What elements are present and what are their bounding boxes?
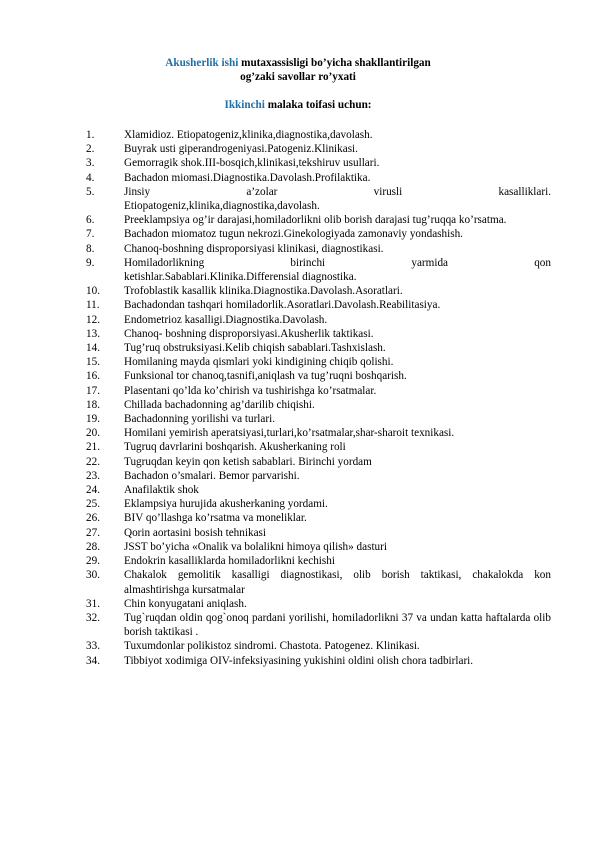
- question-item: [0, 554, 596, 568]
- question-number: 11.: [86, 299, 100, 312]
- question-number: 21.: [86, 441, 100, 454]
- question-text: Bachadon o’smalari. Bemor parvarishi.: [124, 469, 300, 482]
- question-number: 27.: [86, 526, 100, 539]
- question-number: 20.: [86, 427, 100, 440]
- question-number: 15.: [86, 356, 100, 369]
- question-text: Eklampsiya hurujida akusherkaning yordami.: [124, 498, 328, 511]
- question-text: BIV qo’llashga ko’rsatma va moneliklar.: [124, 512, 307, 525]
- question-text: Tibbiyot xodimiga OIV-infeksiyasining yukishini oldini olish chora tadbirlari.: [124, 654, 474, 667]
- question-number: 26.: [86, 512, 100, 525]
- question-number: 16.: [86, 370, 100, 383]
- question-number: 30.: [86, 569, 100, 582]
- question-item: [0, 369, 596, 383]
- question-number: 4.: [86, 171, 95, 184]
- question-item: [0, 455, 596, 469]
- question-text: Bachadonning yorilishi va turlari.: [124, 413, 275, 426]
- question-text: Homilaning mayda qismlari yoki kindigining chiqib qolishi.: [124, 356, 394, 369]
- question-text-line: ketishlar.Sabablari.Klinika.Differensial diagnostika.: [124, 271, 357, 284]
- question-number: 33.: [86, 640, 100, 653]
- question-number: 29.: [86, 555, 100, 568]
- question-text: Bachadon miomatoz tugun nekrozi.Ginekologiyada zamonaviy yondashish.: [124, 228, 463, 241]
- question-number: 9.: [86, 256, 95, 269]
- question-text: Tugruq davrlarini boshqarish. Akusherkaning roli: [124, 441, 346, 454]
- question-item: [0, 483, 596, 497]
- question-number: 3.: [86, 157, 95, 170]
- question-item: [0, 171, 596, 185]
- question-text: Tug`ruqdan oldin qog`onoq pardani yorilishi, homiladorlikni 37 va undan katta haftalarda olib borish taktikasi .: [124, 611, 551, 639]
- question-item: [0, 384, 596, 398]
- question-item: [0, 355, 596, 369]
- question-number: 32.: [86, 611, 100, 624]
- question-text: Tuxumdonlar polikistoz sindromi. Chastota. Patogenez. Klinikasi.: [124, 640, 420, 653]
- question-item: [0, 341, 596, 355]
- title-highlight: Akusherlik ishi: [165, 57, 239, 69]
- question-item: [0, 227, 596, 241]
- question-item: [0, 497, 596, 511]
- question-text: Xlamidioz. Etiopatogeniz,klinika,diagnostika,davolash.: [124, 129, 373, 141]
- question-item: [0, 440, 596, 454]
- question-text: Endokrin kasalliklarda homiladorlikni kechishi: [124, 555, 335, 568]
- question-number: 34.: [86, 654, 100, 667]
- document-title-line-1: [0, 56, 596, 70]
- question-item: [0, 213, 596, 227]
- question-text: Endometrioz kasalligi.Diagnostika.Davolash.: [124, 313, 328, 326]
- question-item: [0, 526, 596, 540]
- question-text: Chakalok gemolitik kasalligi diagnostikasi, olib borish taktikasi, chakalokda kon almashtirishga kursatmalar: [124, 569, 551, 596]
- question-item: [0, 426, 596, 440]
- question-text: Preeklampsiya og’ir darajasi,homiladorlikni olib borish darajasi tug’ruqqa ko’rsatma.: [124, 214, 507, 227]
- question-text: JSST bo’yicha «Onalik va bolalikni himoya qilish» dasturi: [124, 540, 387, 553]
- question-text: Qorin aortasini bosish tehnikasi: [124, 526, 267, 539]
- question-text: Tugruqdan keyin qon ketish sabablari. Birinchi yordam: [124, 455, 372, 468]
- question-number: 6.: [86, 214, 95, 227]
- question-number: 1.: [86, 129, 95, 141]
- question-item: [0, 156, 596, 170]
- question-text: Trofoblastik kasallik klinika.Diagnostika.Davolash.Asoratlari.: [124, 285, 403, 298]
- question-number: 5.: [86, 185, 95, 198]
- question-number: 17.: [86, 384, 100, 397]
- question-number: 8.: [86, 242, 95, 255]
- category-highlight: Ikkinchi: [224, 99, 265, 111]
- question-text: Tug’ruq obstruksiyasi.Kelib chiqish sabablari.Tashxislash.: [124, 342, 386, 355]
- questions-list: [0, 128, 596, 668]
- question-item: [0, 469, 596, 483]
- question-text: Funksional tor chanoq,tasnifi,aniqlash va tug’ruqni boshqarish.: [124, 370, 407, 383]
- question-item: [0, 142, 596, 156]
- title-rest: mutaxassisligi bo’yicha shakllantirilgan: [238, 57, 431, 69]
- question-number: 25.: [86, 498, 100, 511]
- question-item: [0, 639, 596, 653]
- question-number: 31.: [86, 597, 100, 610]
- question-item: [0, 654, 596, 668]
- question-item: [0, 540, 596, 554]
- question-item: [0, 298, 596, 312]
- question-item: [0, 242, 596, 256]
- question-item: [0, 185, 596, 213]
- question-item: [0, 327, 596, 341]
- question-text: [124, 185, 551, 213]
- question-number: 22.: [86, 455, 100, 468]
- question-item: [0, 412, 596, 426]
- question-text: Buyrak usti giperandrogeniyasi.Patogeniz.Klinikasi.: [124, 143, 358, 156]
- question-text: Bachadondan tashqari homiladorlik.Asoratlari.Davolash.Reabilitasiya.: [124, 299, 441, 312]
- question-text-line: Homiladorlikning birinchi yarmida qon: [124, 256, 551, 269]
- question-item: [0, 568, 596, 596]
- question-item: [0, 313, 596, 327]
- question-number: 24.: [86, 484, 100, 497]
- question-number: 13.: [86, 327, 100, 340]
- question-text: Homilani yemirish aperatsiyasi,turlari,ko’rsatmalar,shar-sharoit texnikasi.: [124, 427, 455, 440]
- question-number: 18.: [86, 398, 100, 411]
- question-item: [0, 128, 596, 142]
- question-number: 2.: [86, 143, 95, 156]
- question-item: [0, 398, 596, 412]
- question-number: 14.: [86, 342, 100, 355]
- question-text: Plasentani qo’lda ko’chirish va tushirishga ko’rsatmalar.: [124, 384, 377, 397]
- question-item: [0, 611, 596, 639]
- document-title-line-2: og’zaki savollar ro’yxati: [240, 71, 356, 83]
- question-text: Bachadon miomasi.Diagnostika.Davolash.Profilaktika.: [124, 171, 371, 184]
- question-number: 10.: [86, 285, 100, 298]
- question-text: Chin konyugatani aniqlash.: [124, 597, 247, 610]
- question-item: [0, 284, 596, 298]
- question-text: Chanoq-boshning disproporsiyasi klinikasi, diagnostikasi.: [124, 242, 384, 255]
- question-number: 23.: [86, 469, 100, 482]
- question-text: Gemorragik shok.III-bosqich,klinikasi,tekshiruv usullari.: [124, 157, 380, 170]
- question-number: 7.: [86, 228, 95, 241]
- qualification-category: [0, 98, 596, 112]
- category-rest: malaka toifasi uchun:: [264, 99, 372, 111]
- question-number: 12.: [86, 313, 100, 326]
- question-item: [0, 511, 596, 525]
- question-number: 28.: [86, 540, 100, 553]
- question-text: Chillada bachadonning ag’darilib chiqishi.: [124, 398, 315, 411]
- question-text: [124, 256, 551, 284]
- question-item: [0, 256, 596, 284]
- question-text-line: Jinsiy a’zolar virusli kasalliklari.: [124, 185, 551, 198]
- question-text-line: Etiopatogeniz,klinika,diagnostika,davolash.: [124, 200, 320, 213]
- question-item: [0, 597, 596, 611]
- question-text: Chanoq- boshning disproporsiyasi.Akusherlik taktikasi.: [124, 327, 374, 340]
- question-text: Anafilaktik shok: [124, 484, 199, 497]
- question-number: 19.: [86, 413, 100, 426]
